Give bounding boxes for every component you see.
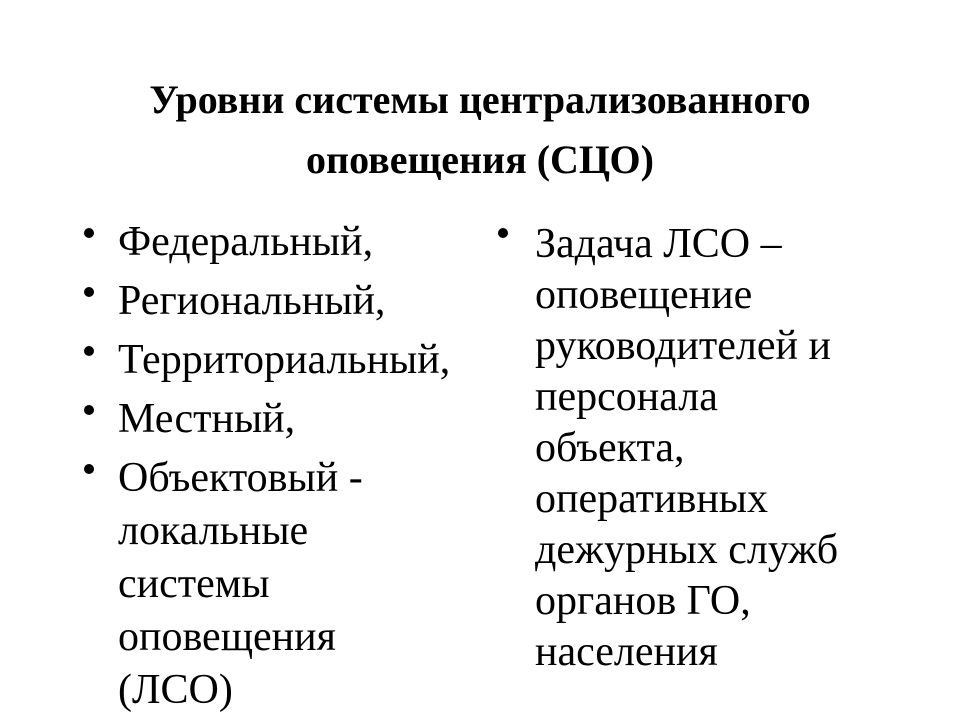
bullet-text-line: объекта,	[535, 425, 685, 471]
bullet-icon	[84, 287, 94, 297]
bullet-text: Региональный,	[118, 278, 386, 324]
bullet-item-territorial	[118, 334, 488, 387]
bullet-text: Местный,	[118, 396, 296, 442]
bullet-item-federal	[118, 216, 488, 269]
bullet-text-line: оповещения	[118, 614, 336, 660]
bullet-text-line: локальные	[118, 508, 309, 554]
bullet-text-line: населения	[535, 629, 718, 675]
bullet-text: Федеральный,	[118, 219, 374, 265]
bullet-item-regional	[118, 275, 488, 328]
bullet-text-line: (ЛСО)	[118, 667, 233, 713]
bullet-text-line: оповещение	[535, 272, 753, 318]
bullet-text-line: Объектовый -	[118, 455, 363, 501]
bullet-text-line: Задача ЛСО –	[535, 221, 782, 267]
left-bullet-list	[118, 216, 488, 720]
slide-title-line: Уровни системы централизованного	[149, 77, 811, 122]
bullet-item-object	[118, 452, 488, 717]
bullet-text-line: системы	[118, 561, 270, 607]
bullet-text-line: органов ГО,	[535, 578, 751, 624]
bullet-icon	[84, 405, 94, 415]
bullet-text-line: персонала	[535, 374, 718, 420]
bullet-icon	[84, 346, 94, 356]
slide-title	[0, 70, 960, 190]
bullet-icon	[84, 228, 94, 238]
bullet-text-line: оперативных	[535, 476, 769, 522]
bullet-text-line: дежурных служб	[535, 527, 839, 573]
right-bullet-list	[535, 219, 925, 684]
bullet-item-local	[118, 393, 488, 446]
bullet-item-lso-task	[535, 219, 925, 678]
bullet-text-line: руководителей и	[535, 323, 831, 369]
bullet-icon	[498, 228, 508, 238]
bullet-icon	[84, 464, 94, 474]
slide-title-line: оповещения (СЦО)	[306, 137, 654, 182]
bullet-text: Территориальный,	[118, 337, 451, 383]
